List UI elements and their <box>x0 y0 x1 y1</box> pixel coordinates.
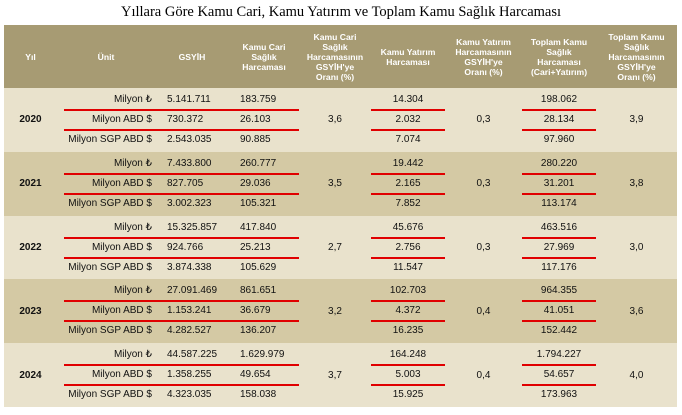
unit-cell: Milyon ₺ <box>113 349 152 361</box>
cari-ratio-cell: 3,2 <box>328 305 342 317</box>
year-cell: 2021 <box>19 178 42 190</box>
gsyih-cell: 730.372 <box>167 114 204 125</box>
unit-cell: Milyon SGP ABD $ <box>68 261 152 273</box>
unit-cell: Milyon ABD $ <box>91 305 152 317</box>
toplam-ratio-cell: 4,0 <box>629 369 644 381</box>
year-group <box>4 343 677 407</box>
kamu-yatirim-cell: 15.925 <box>392 389 424 401</box>
kamu-yatirim-cell: 7.852 <box>395 197 421 209</box>
yatirim-ratio-cell: 0,4 <box>476 369 491 381</box>
year-cell: 2023 <box>19 305 42 317</box>
kamu-yatirim-cell: 5.003 <box>395 369 421 381</box>
kamu-cari-cell: 29.036 <box>240 177 271 189</box>
unit-cell: Milyon ₺ <box>113 94 152 105</box>
gsyih-cell: 1.358.255 <box>167 369 212 381</box>
toplam-cell: 463.516 <box>540 221 578 233</box>
kamu-cari-cell: 25.213 <box>240 241 271 253</box>
header-yil: Yıl <box>25 51 36 62</box>
kamu-yatirim-cell: 14.304 <box>392 94 424 105</box>
header-toplam-oran: Toplam Kamu Sağlık Harcamasının GSYİH'ye Oranı (%) <box>608 31 665 82</box>
unit-cell: Milyon ₺ <box>113 221 152 233</box>
kamu-cari-cell: 158.038 <box>240 389 277 401</box>
yatirim-ratio-cell: 0,4 <box>476 305 491 317</box>
gsyih-cell: 5.141.711 <box>167 94 211 105</box>
kamu-yatirim-cell: 4.372 <box>395 305 421 317</box>
kamu-yatirim-cell: 2.165 <box>395 177 421 189</box>
unit-cell: Milyon ABD $ <box>91 177 152 189</box>
toplam-cell: 41.051 <box>543 305 575 317</box>
cari-ratio-cell: 3,5 <box>328 178 342 190</box>
gsyih-cell: 2.543.035 <box>167 134 212 145</box>
unit-cell: Milyon SGP ABD $ <box>68 325 152 337</box>
toplam-ratio-cell: 3,0 <box>629 241 644 253</box>
gsyih-cell: 827.705 <box>167 177 204 189</box>
gsyih-cell: 4.282.527 <box>167 325 212 337</box>
kamu-cari-cell: 26.103 <box>240 114 271 125</box>
yatirim-ratio-cell: 0,3 <box>476 241 491 253</box>
kamu-yatirim-cell: 2.756 <box>395 241 421 253</box>
toplam-cell: 97.960 <box>543 134 575 145</box>
year-cell: 2020 <box>19 114 42 126</box>
year-cell: 2022 <box>19 241 42 253</box>
kamu-cari-cell: 136.207 <box>240 325 277 337</box>
header-unit: Ünit <box>97 51 115 62</box>
header-kamu-yatirim: Kamu Yatırım Harcaması <box>380 46 436 67</box>
kamu-yatirim-cell: 16.235 <box>392 325 424 337</box>
toplam-cell: 1.794.227 <box>536 349 582 361</box>
header-toplam: Toplam Kamu Sağlık Harcaması (Cari+Yatırım) <box>530 36 588 77</box>
header-kamu-cari: Kamu Cari Sağlık Harcaması <box>242 41 286 72</box>
gsyih-cell: 924.766 <box>167 241 204 253</box>
yatirim-ratio-cell: 0,3 <box>476 114 491 126</box>
unit-cell: Milyon ₺ <box>113 157 152 169</box>
kamu-cari-cell: 105.629 <box>240 261 277 273</box>
kamu-yatirim-cell: 164.248 <box>389 349 427 361</box>
unit-cell: Milyon SGP ABD $ <box>68 197 152 209</box>
year-group <box>4 216 677 280</box>
yatirim-ratio-cell: 0,3 <box>476 178 491 190</box>
year-group <box>4 152 677 216</box>
toplam-ratio-cell: 3,9 <box>629 114 644 126</box>
kamu-cari-cell: 861.651 <box>240 285 277 297</box>
gsyih-cell: 44.587.225 <box>167 349 218 361</box>
kamu-cari-cell: 90.885 <box>240 134 271 145</box>
toplam-cell: 31.201 <box>543 177 575 189</box>
toplam-cell: 28.134 <box>543 114 575 125</box>
unit-cell: Milyon ABD $ <box>91 114 152 125</box>
kamu-yatirim-cell: 2.032 <box>395 114 421 125</box>
cari-ratio-cell: 2,7 <box>328 241 342 253</box>
kamu-yatirim-cell: 19.442 <box>392 157 424 169</box>
header-kamu-yatirim-oran: Kamu Yatırım Harcamasının GSYİH'ye Oranı (%) <box>455 36 512 77</box>
year-cell: 2024 <box>19 369 42 381</box>
toplam-cell: 117.176 <box>541 261 577 273</box>
kamu-cari-cell: 417.840 <box>240 221 277 233</box>
unit-cell: Milyon ₺ <box>113 285 152 297</box>
toplam-cell: 27.969 <box>543 241 575 253</box>
toplam-ratio-cell: 3,6 <box>629 305 644 317</box>
gsyih-cell: 7.433.800 <box>167 157 212 169</box>
toplam-cell: 280.220 <box>540 157 578 169</box>
gsyih-cell: 1.153.241 <box>167 305 212 317</box>
kamu-cari-cell: 1.629.979 <box>240 349 285 361</box>
kamu-yatirim-cell: 7.074 <box>395 134 421 145</box>
cari-ratio-cell: 3,6 <box>328 114 342 126</box>
kamu-yatirim-cell: 45.676 <box>392 221 424 233</box>
gsyih-cell: 27.091.469 <box>167 285 218 297</box>
kamu-cari-cell: 183.759 <box>240 94 277 105</box>
toplam-cell: 173.963 <box>540 389 578 401</box>
kamu-yatirim-cell: 102.703 <box>389 285 427 297</box>
gsyih-cell: 3.002.323 <box>167 197 212 209</box>
kamu-cari-cell: 36.679 <box>240 305 271 317</box>
unit-cell: Milyon SGP ABD $ <box>68 389 152 401</box>
gsyih-cell: 15.325.857 <box>167 221 218 233</box>
unit-cell: Milyon SGP ABD $ <box>68 134 152 145</box>
kamu-yatirim-cell: 11.547 <box>393 261 423 273</box>
toplam-cell: 152.442 <box>540 325 578 337</box>
toplam-cell: 198.062 <box>540 94 578 105</box>
kamu-cari-cell: 260.777 <box>240 157 277 169</box>
year-group <box>4 279 677 343</box>
table-title: Yıllara Göre Kamu Cari, Kamu Yatırım ve Toplam Kamu Sağlık Harcaması <box>120 4 562 20</box>
kamu-cari-cell: 105.321 <box>240 197 277 209</box>
toplam-cell: 54.657 <box>543 369 575 381</box>
health-expenditure-table <box>4 25 677 408</box>
year-group <box>4 88 677 152</box>
gsyih-cell: 4.323.035 <box>167 389 212 401</box>
unit-cell: Milyon ABD $ <box>91 369 152 381</box>
table-header <box>4 25 677 88</box>
toplam-ratio-cell: 3,8 <box>629 178 644 190</box>
gsyih-cell: 3.874.338 <box>167 261 212 273</box>
header-gsyih: GSYİH <box>178 51 206 62</box>
toplam-cell: 964.355 <box>540 285 578 297</box>
toplam-cell: 113.174 <box>541 197 577 209</box>
kamu-cari-cell: 49.654 <box>240 369 271 381</box>
unit-cell: Milyon ABD $ <box>91 241 152 253</box>
cari-ratio-cell: 3,7 <box>328 369 342 381</box>
header-kamu-cari-oran: Kamu Cari Sağlık Harcamasının GSYİH'ye Oranı (%) <box>306 31 364 82</box>
